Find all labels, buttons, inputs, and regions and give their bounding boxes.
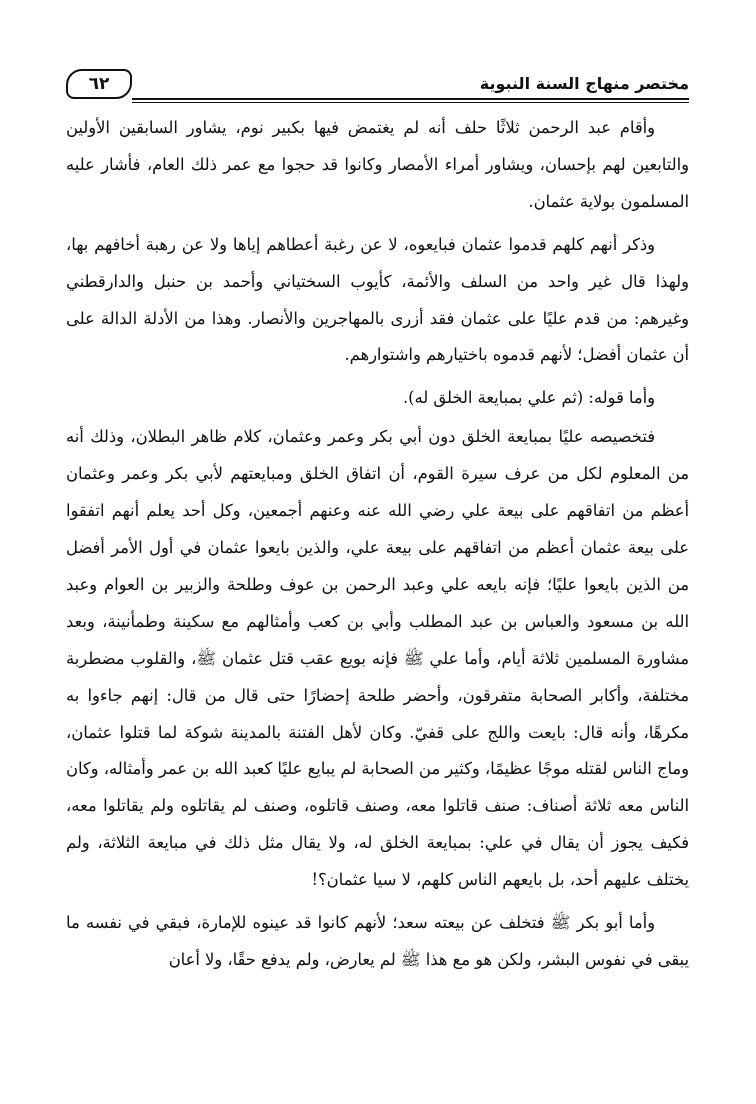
page-header	[66, 68, 689, 108]
running-title: مختصر منهاج السنة النبوية	[479, 74, 689, 93]
paragraph-3: وأما قوله: (ثم علي بمبايعة الخلق له).	[403, 388, 655, 408]
header-divider-thin	[132, 102, 689, 103]
page-body	[66, 110, 689, 985]
header-divider	[132, 98, 689, 100]
paragraph-5: وأما أبو بكر ﷺ فتخلف عن بيعته سعد؛ لأنهم كانوا قد عينوه للإمارة، فبقي في نفسه ما يبقى في نفوس البشر، ولكن هو مع هذا ﷺ لم يعارض، ولم يدفع حقًا، ولا أعان	[66, 913, 689, 969]
page-number: ٦٢	[66, 69, 132, 99]
paragraph-4: فتخصيصه عليًا بمبايعة الخلق دون أبي بكر وعمر وعثمان، كلام ظاهر البطلان، وذلك أنه من المعلوم لكل من عرف سيرة القوم، أن اتفاق الخلق ومبايعتهم لأبي بكر وعمر وعثمان أعظم من اتفاقهم على بيعة علي رضي الله عنه وعنهم أجمعين، وكل أحد يعلم أنهم اتفقوا على بيعة عثمان أعظم من اتفاقهم على بيعة علي، والذين بايعوا عثمان في أول الأمر أفضل من الذين بايعوا عليًا؛ فإنه بايعه علي وعبد الرحمن بن عوف وطلحة والزبير بن العوام وعبد الله بن مسعود والعباس بن عبد المطلب وأبي بن كعب وأمثالهم مع سكينة وطمأنينة، وبعد مشاورة المسلمين ثلاثة أيام، وأما علي ﷺ فإنه بويع عقب قتل عثمان ﷺ، والقلوب مضطربة مختلفة، وأكابر الصحابة متفرقون، وأحضر طلحة إحضارًا حتى قال من قال: إنهم جاءوا به مكرهًا، وأنه قال: بايعت واللج على قفيّ. وكان لأهل الفتنة بالمدينة شوكة لما قتلوا عثمان، وماج الناس لقتله موجًا عظيمًا، وكثير من الصحابة لم يبايع عليًا كعبد الله بن عمر وأمثاله، وكان الناس معه ثلاثة أصناف: صنف قاتلوا معه، وصنف قاتلوه، وصنف لم يقاتلوه ولم يقاتلوا معه، فكيف يجوز أن يقال في علي: بمبايعة الخلق له، ولا يقال مثل ذلك في مبايعة الثلاثة، ولم يختلف عليهم أحد، بل بايعهم الناس كلهم، لا سيا عثمان؟!	[66, 427, 689, 890]
paragraph-1: وأقام عبد الرحمن ثلاثًا حلف أنه لم يغتمض فيها بكبير نوم، يشاور السابقين الأولين والتابعين لهم بإحسان، ويشاور أمراء الأمصار وكانوا قد حجوا مع عمر ذلك العام، فأشار عليه المسلمون بولاية عثمان.	[66, 118, 689, 211]
paragraph-2: وذكر أنهم كلهم قدموا عثمان فبايعوه، لا عن رغبة أعطاهم إياها ولا عن رهبة أخافهم بها، ولهذا قال غير واحد من السلف والأئمة، كأيوب السختياني وأحمد بن حنبل والدارقطني وغيرهم: من قدم عليًا على عثمان فقد أزرى بالمهاجرين والأنصار. وهذا من الأدلة الدالة على أن عثمان أفضل؛ لأنهم قدموه باختيارهم واشتوارهم.	[66, 234, 689, 365]
